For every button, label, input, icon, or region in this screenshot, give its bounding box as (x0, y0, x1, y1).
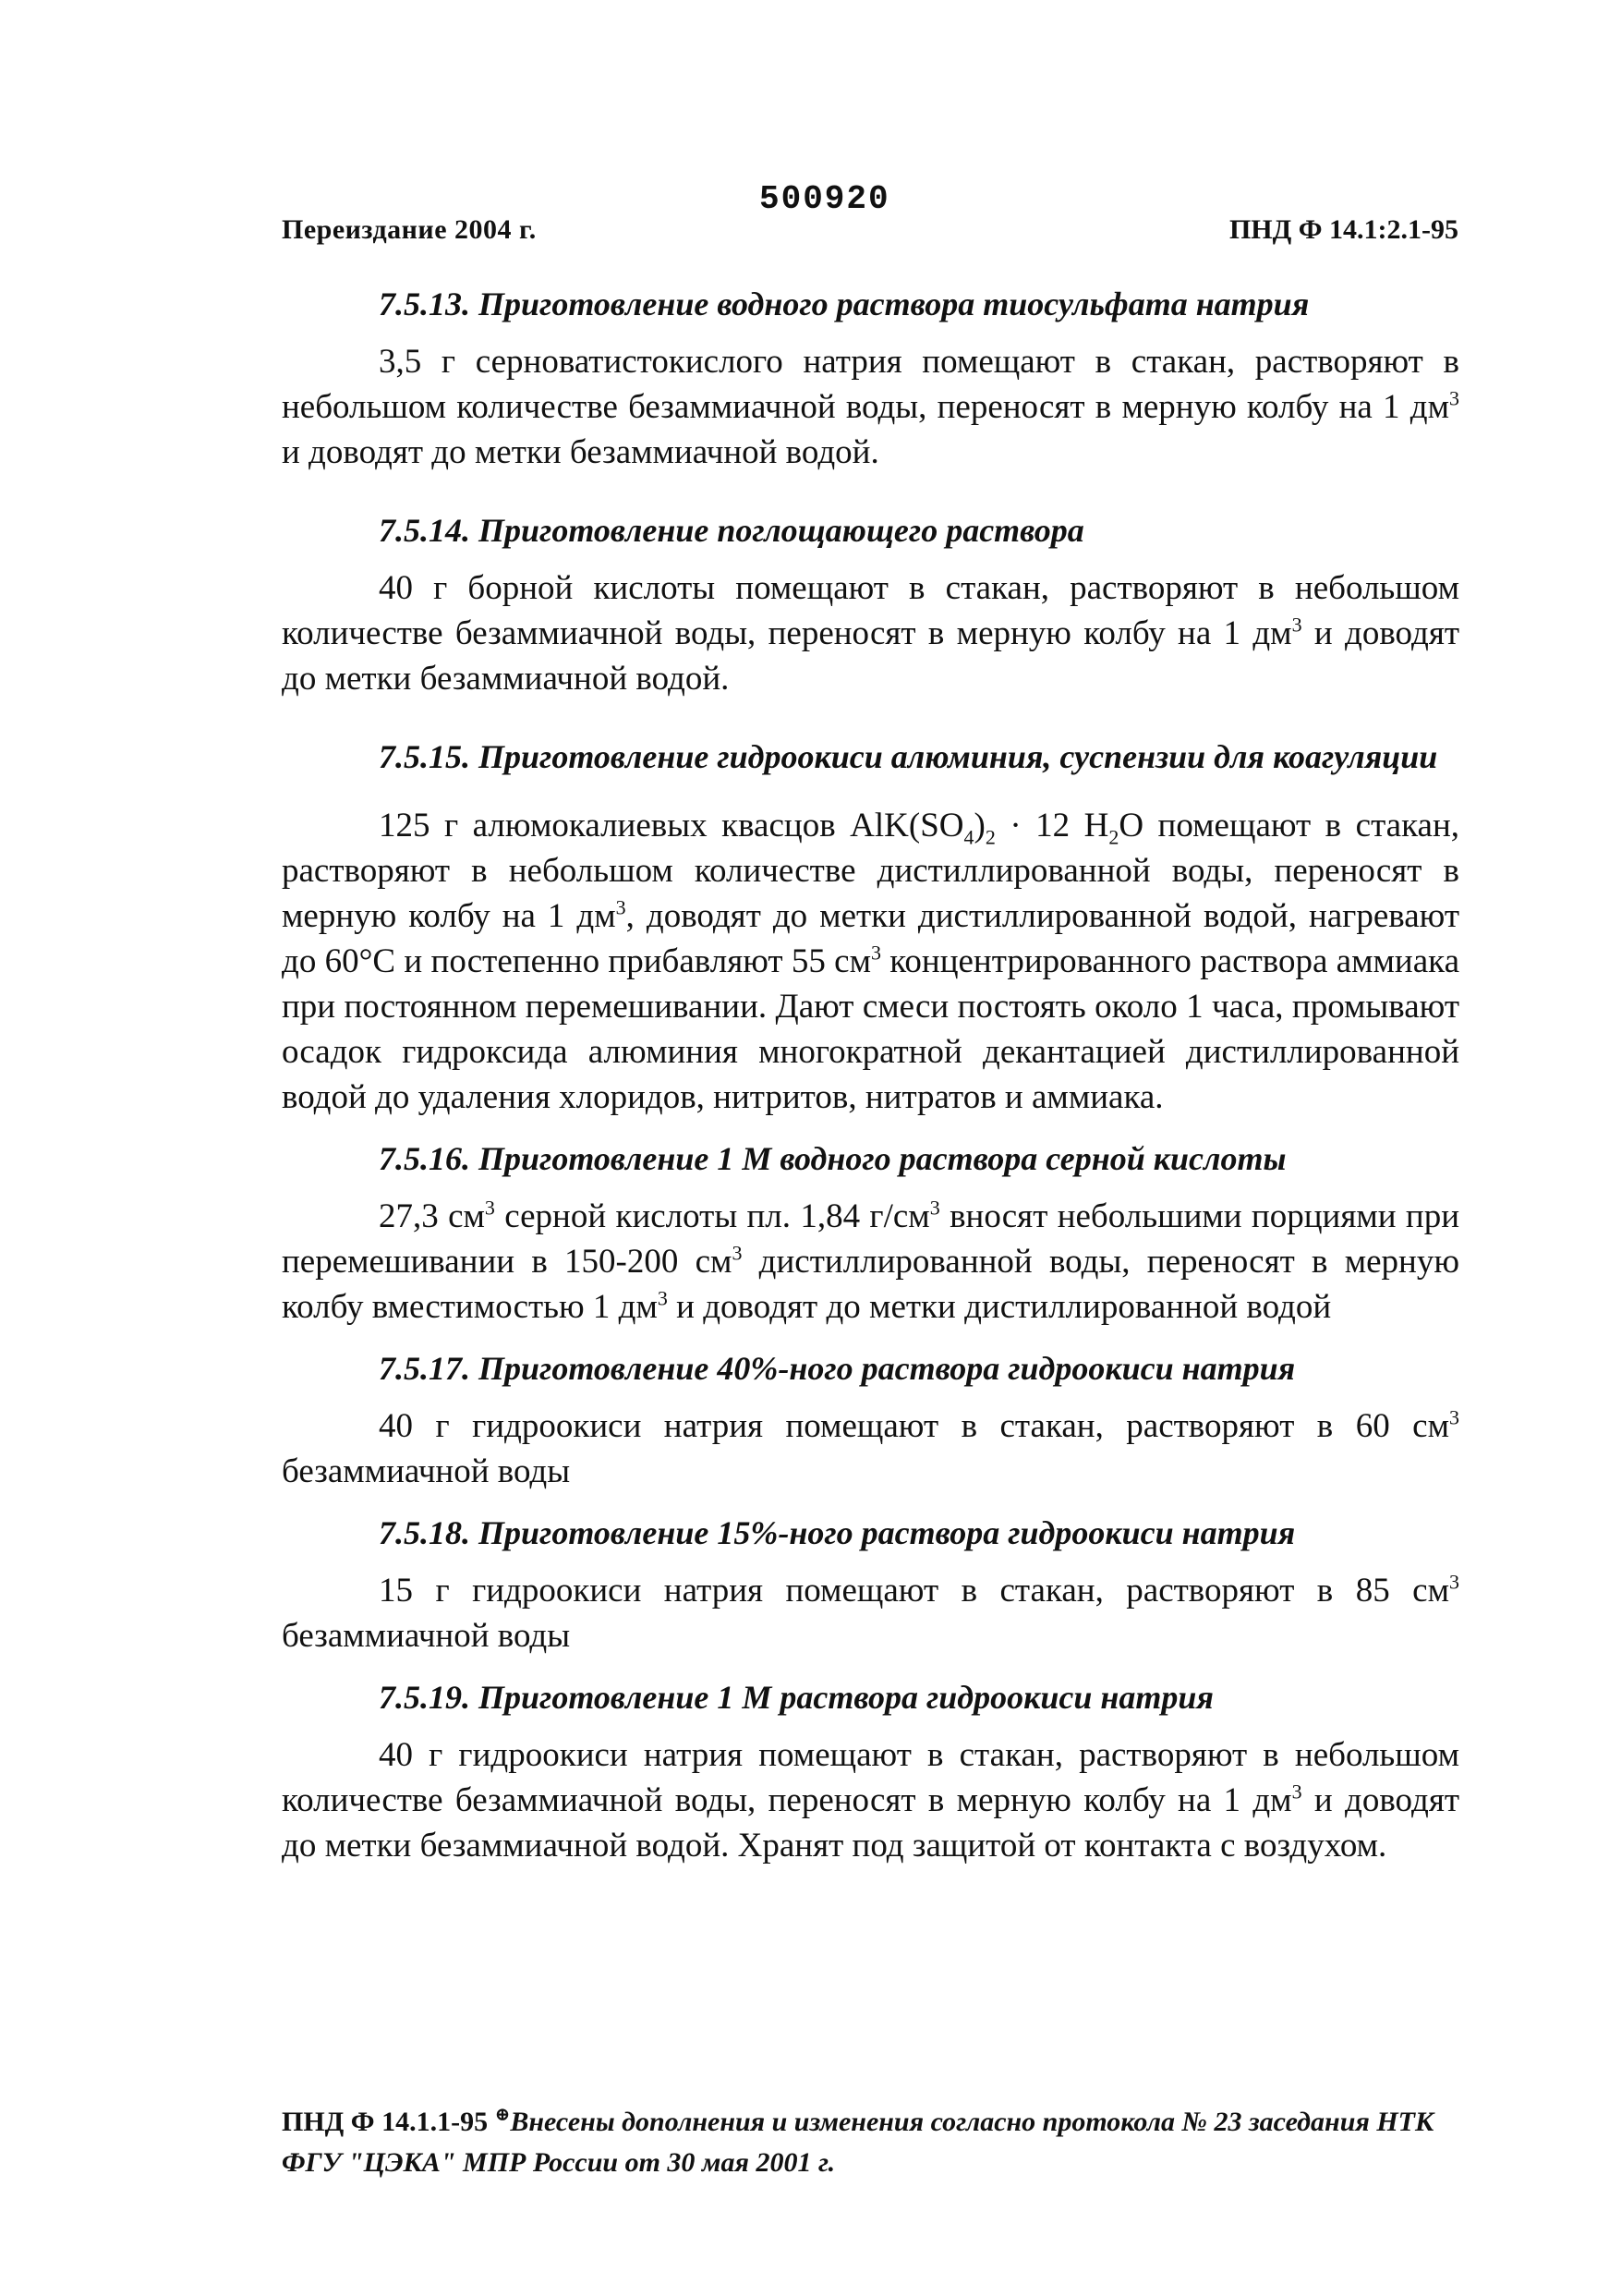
footer-document-code: ПНД Ф 14.1.1-95 (282, 2107, 495, 2137)
section-paragraph: 3,5 г серноватистокислого натрия помещают в стакан, растворяют в небольшом количестве безаммиачной воды, переносят в мерную колбу на 1 $дм^3$ и доводят до метки безаммиачной водой. (282, 343, 1459, 471)
reprint-note: Переиздание 2004 г. (282, 214, 537, 245)
section-7-5-16 (282, 1136, 1459, 1330)
section-paragraph: 40 г гидроокиси натрия помещают в стакан, растворяют в небольшом количестве безаммиачной воды, переносят в мерную колбу на 1 $дм^3$ и доводят до метки безаммиачной водой. Хранят под защитой от контакта с воздухом. (282, 1736, 1460, 1865)
section-heading: 7.5.19. Приготовление 1 М раствора гидроокиси натрия (379, 1679, 1214, 1716)
document-body (282, 282, 1459, 1885)
section-heading: 7.5.16. Приготовление 1 М водного раствора серной кислоты (379, 1140, 1287, 1177)
section-7-5-18 (282, 1511, 1459, 1658)
section-heading: 7.5.14. Приготовление поглощающего раствора (379, 512, 1084, 549)
page-footer (282, 2102, 1469, 2183)
section-heading: 7.5.18. Приготовление 15%-ного раствора гидроокиси натрия (379, 1514, 1296, 1551)
section-paragraph: 27,3 $см^3$ серной кислоты пл. 1,84 $г/см^3$ вносят небольшими порциями при перемешивании в 150-200 $см^3$ дистиллированной воды, переносят в мерную колбу вместимостью 1 $дм^3$ и доводят до метки дистиллированной водой (282, 1196, 1459, 1326)
section-7-5-17 (282, 1346, 1459, 1494)
footer-amendment-note: Внесены дополнения и изменения согласно протокола № 23 заседания НТК ФГУ "ЦЭКА" МПР России от 30 мая 2001 г. (282, 2107, 1434, 2178)
page-header (0, 0, 1597, 259)
document-code: ПНД Ф 14.1:2.1-95 (1228, 214, 1458, 245)
section-heading: 7.5.17. Приготовление 40%-ного раствора гидроокиси натрия (379, 1350, 1296, 1387)
section-paragraph: 40 г гидроокиси натрия помещают в стакан, растворяют в 60 $см^3$ безаммиачной воды (282, 1405, 1459, 1490)
section-heading: 7.5.13. Приготовление водного раствора тиосульфата натрия (379, 285, 1310, 322)
section-7-5-15 (282, 735, 1459, 1120)
section-heading: 7.5.15. Приготовление гидроокиси алюминия, суспензии для коагуляции (379, 738, 1438, 775)
document-stamp-number: 500920 (759, 180, 890, 218)
section-7-5-13 (282, 282, 1459, 475)
section-paragraph: 125 г алюмокалиевых квасцов $AlK(SO_4)_2 \cdot 12$ $H_2O$ помещают в стакан, растворяют в небольшом количестве дистиллированной воды, переносят в мерную колбу на 1 $дм^3$, доводят до метки дистиллированной водой, нагревают до 60°С и постепенно прибавляют 55 $см^3$ концентрированного раствора аммиака при постоянном перемешивании. Дают смеси постоять около 1 часа, промывают осадок гидроксида алюминия многократной декантацией дистиллированной водой до удаления хлоридов, нитритов, нитратов и аммиака. (282, 807, 1460, 1116)
section-7-5-14 (282, 508, 1459, 701)
section-paragraph: 40 г борной кислоты помещают в стакан, растворяют в небольшом количестве безаммиачной воды, переносят в мерную колбу на 1 $дм^3$ и доводят до метки безаммиачной водой. (282, 569, 1460, 698)
section-paragraph: 15 г гидроокиси натрия помещают в стакан, растворяют в 85 $см^3$ безаммиачной воды (282, 1570, 1459, 1655)
section-7-5-19 (282, 1675, 1459, 1868)
amendment-mark-icon: ⊕ (494, 2105, 511, 2125)
